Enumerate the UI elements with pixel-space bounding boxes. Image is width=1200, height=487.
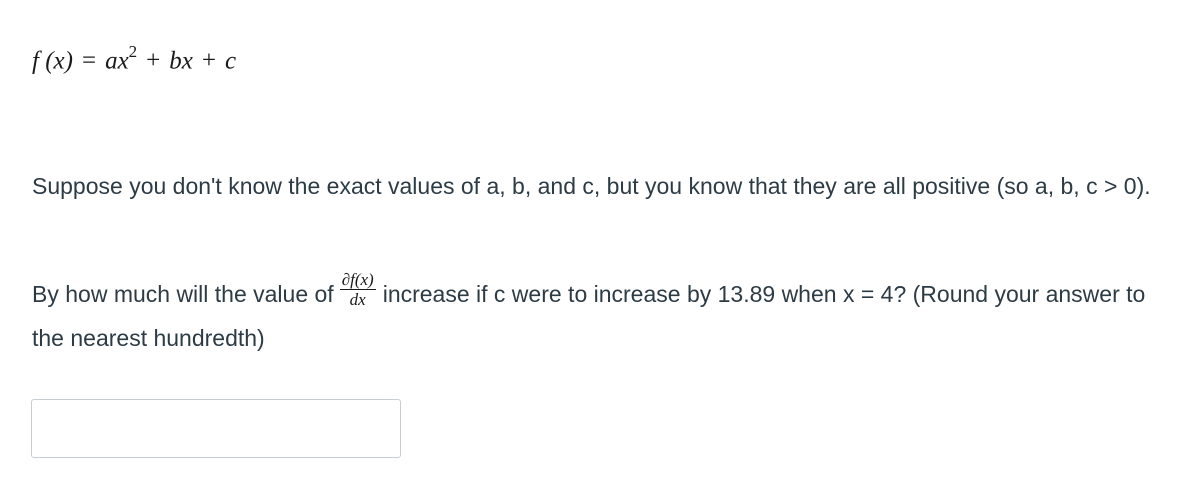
formula-plus-2: +	[201, 47, 216, 75]
formula-term-a: ax	[105, 47, 129, 75]
question-text-after: increase if c were to increase by 13.89 when x = 4? (Round your answer to the nearest hundredth)	[32, 281, 1146, 351]
formula-term-c: c	[225, 47, 237, 75]
question-paragraph-1: Suppose you don't know the exact values of a, b, and c, but you know that they are all positive (so a, b, c > 0).	[32, 173, 1151, 199]
derivative-numerator: ∂f(x)	[341, 270, 374, 290]
answer-input[interactable]	[31, 399, 401, 458]
formula-exponent: 2	[128, 42, 138, 61]
question-text-before: By how much will the value of	[32, 281, 334, 307]
function-formula	[32, 44, 236, 75]
formula-fx: f (x)	[32, 47, 73, 75]
formula-plus-1: +	[146, 47, 161, 75]
derivative-fraction	[340, 270, 376, 309]
question-paragraph-2	[32, 272, 1182, 360]
formula-term-b: bx	[169, 47, 193, 75]
formula-equals: =	[81, 47, 97, 75]
derivative-denominator: dx	[349, 290, 366, 310]
